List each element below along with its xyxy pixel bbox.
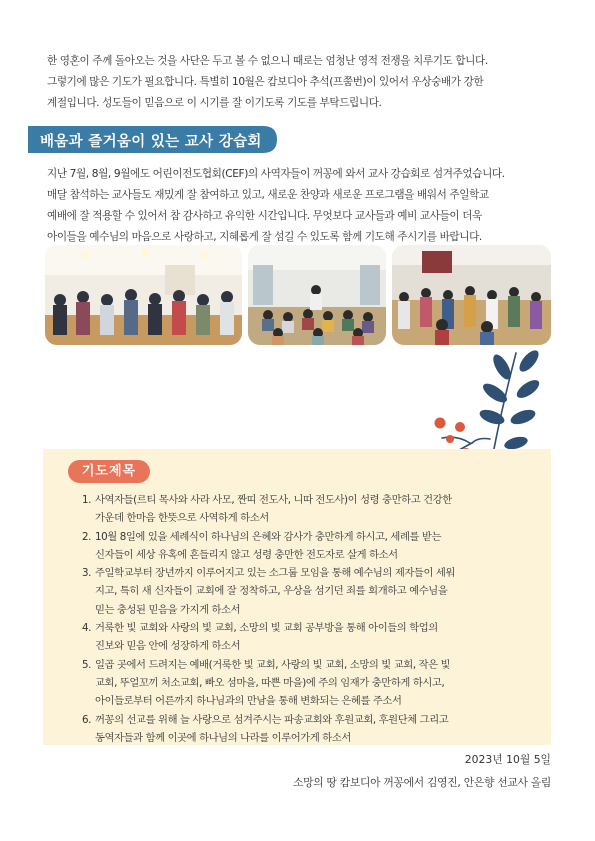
prayer-list xyxy=(82,491,542,747)
prayer-line: 꺼꽁의 선교를 위해 늘 사랑으로 섬겨주시는 파송교회와 후원교회, 후원단체 그리고 xyxy=(95,713,449,726)
prayer-item xyxy=(82,491,542,528)
prayer-line: 일곱 곳에서 드려지는 예배(거룩한 빛 교회, 사랑의 빛 교회, 소망의 빛 교회, 작은 빛 xyxy=(95,658,451,671)
prayer-number: 4. xyxy=(82,622,92,635)
intro-line: 그렇기에 많은 기도가 필요합니다. 특별히 10월은 캄보디아 추석(프쭘번)이 있어서 우상숭배가 강한 xyxy=(47,76,484,88)
intro-line: 계절입니다. 성도들이 믿음으로 이 시기를 잘 이기도록 기도를 부탁드립니다. xyxy=(47,97,382,109)
intro-line: 한 영혼이 주께 돌아오는 것을 사단은 두고 볼 수 없으니 때로는 엄청난 영적 전쟁을 치루기도 합니다. xyxy=(47,55,488,67)
prayer-line: 믿는 충성된 믿음을 가지게 하소서 xyxy=(95,603,241,616)
section-line: 아이들을 예수님의 마음으로 사랑하고, 지혜롭게 잘 섬길 수 있도록 함께 기도해 주시기를 바랍니다. xyxy=(47,231,482,243)
prayer-number: 6. xyxy=(82,713,92,726)
section-line: 지난 7월, 8월, 9월에도 어린이전도협회(CEF)의 사역자들이 꺼꽁에 와서 교사 강습회로 섬겨주었습니다. xyxy=(47,168,505,180)
prayer-line: 동역자들과 함께 이곳에 하나님의 나라를 이루어가게 하소서 xyxy=(95,731,351,744)
prayer-line: 사역자들(르티 목사와 사라 사모, 짠띠 전도사, 니따 전도사)이 성령 충만하고 건강한 xyxy=(95,494,452,506)
prayer-line: 거룩한 빛 교회와 사랑의 빛 교회, 소망의 빛 교회 공부방을 통해 아이들의 학업의 xyxy=(95,622,438,635)
prayer-item xyxy=(82,656,542,711)
leaf-icons xyxy=(478,347,542,451)
prayer-item xyxy=(82,711,542,748)
prayer-line: 가운데 한마음 한뜻으로 사역하게 하소서 xyxy=(95,512,269,525)
photo-teacher-training-seated xyxy=(248,245,386,345)
section-line: 매달 참석하는 교사들도 재밌게 잘 참여하고 있고, 새로운 찬양과 새로운 프로그램을 배워서 주일학교 xyxy=(47,189,489,201)
prayer-line: 주일학교부터 장년까지 이루어지고 있는 소그룹 모임을 통해 예수님의 제자들이 세워 xyxy=(95,567,455,580)
prayer-line: 지고, 특히 새 신자들이 교회에 잘 정착하고, 우상을 섬기던 죄를 회개하고 예수님을 xyxy=(95,585,448,598)
prayer-line: 신자들이 세상 유혹에 흔들리지 않고 성령 충만한 전도자로 살게 하소서 xyxy=(95,548,398,561)
prayer-number: 3. xyxy=(82,567,92,580)
prayer-number: 1. xyxy=(82,494,92,506)
section-paragraph xyxy=(47,164,557,248)
photo-teacher-training-standing xyxy=(45,245,242,345)
prayer-item xyxy=(82,619,542,656)
prayer-item xyxy=(82,528,542,565)
photo-teacher-training-activity xyxy=(392,245,551,345)
letter-date: 2023년 10월 5일 xyxy=(464,753,551,766)
section-banner xyxy=(28,126,277,153)
prayer-line: 진보와 믿음 안에 성장하게 하소서 xyxy=(95,640,241,653)
prayer-number: 5. xyxy=(82,658,92,671)
prayer-item xyxy=(82,564,542,619)
letter-signature: 소망의 땅 캄보디아 꺼꽁에서 김영진, 안은향 선교사 올림 xyxy=(292,776,551,789)
prayer-line: 교회, 뚜얼꼬끼 처소교회, 빠오 섬마을, 따쁜 마을)에 주의 임재가 충만하게 하시고, xyxy=(95,676,445,689)
section-title: 배움과 즐거움이 있는 교사 강습회 xyxy=(40,134,262,150)
prayer-line: 아이들로부터 어른까지 하나님과의 만남을 통해 변화되는 은혜를 주소서 xyxy=(95,695,402,708)
prayer-label: 기도제목 xyxy=(68,460,150,483)
section-line: 예배에 잘 적용할 수 있어서 참 감사하고 유익한 시간입니다. 무엇보다 교사들과 예비 교사들이 더욱 xyxy=(47,210,482,222)
prayer-line: 10월 8일에 있을 세례식이 하나님의 은혜와 감사가 충만하게 하시고, 세례를 받는 xyxy=(95,530,442,543)
intro-paragraph xyxy=(47,51,557,114)
prayer-number: 2. xyxy=(82,530,92,543)
